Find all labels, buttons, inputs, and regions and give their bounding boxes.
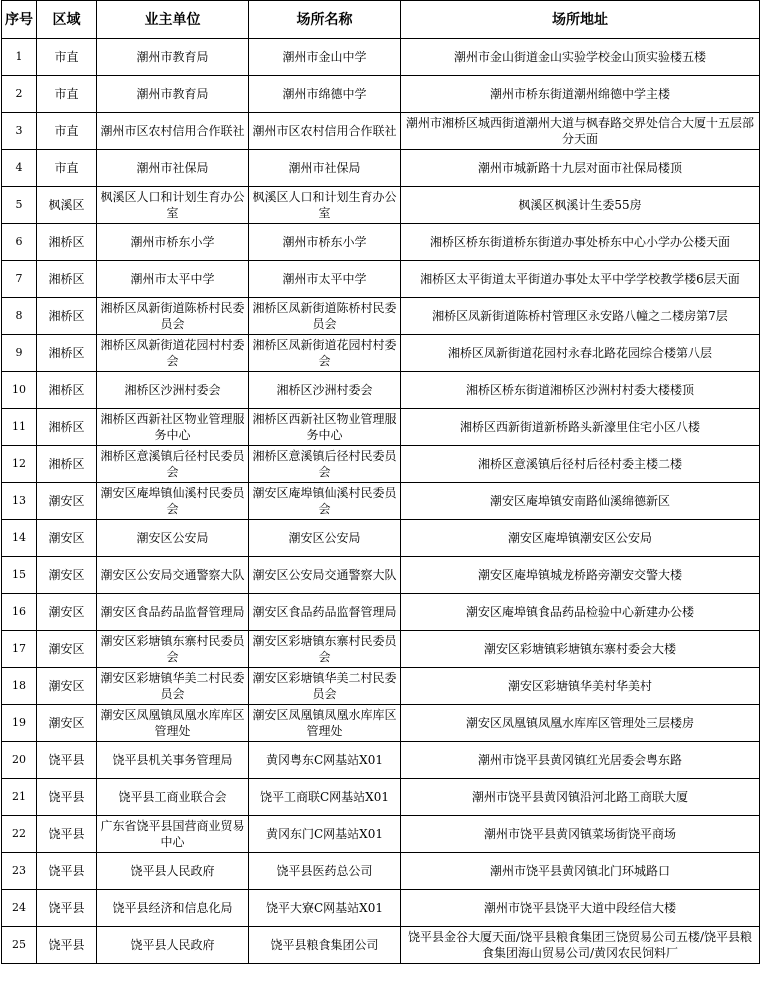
table-row — [2, 705, 760, 742]
cell-owner: 潮州市教育局 — [97, 76, 249, 113]
cell-site-address: 潮安区彩塘镇华美村华美村 — [401, 668, 760, 705]
cell-region: 潮安区 — [37, 520, 97, 557]
cell-seq: 20 — [2, 742, 37, 779]
cell-site-address: 潮州市金山街道金山实验学校金山顶实验楼五楼 — [401, 39, 760, 76]
cell-region: 湘桥区 — [37, 372, 97, 409]
cell-site-name: 潮安区食品药品监督管理局 — [249, 594, 401, 631]
cell-site-name: 饶平工商联C网基站X01 — [249, 779, 401, 816]
cell-owner: 潮安区庵埠镇仙溪村民委员会 — [97, 483, 249, 520]
cell-seq: 21 — [2, 779, 37, 816]
table-row — [2, 298, 760, 335]
cell-site-address: 潮州市湘桥区城西街道潮州大道与枫春路交界处信合大厦十五层部分天面 — [401, 113, 760, 150]
cell-site-name: 潮安区彩塘镇华美二村民委员会 — [249, 668, 401, 705]
table-row — [2, 76, 760, 113]
cell-seq: 17 — [2, 631, 37, 668]
cell-owner: 枫溪区人口和计划生育办公室 — [97, 187, 249, 224]
cell-site-address: 潮州市饶平县饶平大道中段经信大楼 — [401, 890, 760, 927]
cell-owner: 饶平县机关事务管理局 — [97, 742, 249, 779]
cell-seq: 18 — [2, 668, 37, 705]
cell-owner: 潮安区公安局交通警察大队 — [97, 557, 249, 594]
cell-region: 湘桥区 — [37, 298, 97, 335]
cell-owner: 湘桥区凤新街道陈桥村民委员会 — [97, 298, 249, 335]
cell-owner: 潮安区彩塘镇东寨村民委员会 — [97, 631, 249, 668]
cell-region: 湘桥区 — [37, 335, 97, 372]
cell-region: 饶平县 — [37, 927, 97, 964]
cell-site-address: 湘桥区凤新街道陈桥村管理区永安路八幢之二楼房第7层 — [401, 298, 760, 335]
cell-seq: 1 — [2, 39, 37, 76]
cell-site-address: 湘桥区意溪镇后径村后径村委主楼二楼 — [401, 446, 760, 483]
header-owner: 业主单位 — [97, 1, 249, 39]
cell-owner: 湘桥区沙洲村委会 — [97, 372, 249, 409]
table-row — [2, 520, 760, 557]
cell-owner: 潮州市区农村信用合作联社 — [97, 113, 249, 150]
cell-site-name: 湘桥区凤新街道花园村村委会 — [249, 335, 401, 372]
cell-region: 饶平县 — [37, 853, 97, 890]
cell-site-name: 潮安区凤凰镇凤凰水库库区管理处 — [249, 705, 401, 742]
cell-owner: 潮安区凤凰镇凤凰水库库区管理处 — [97, 705, 249, 742]
cell-owner: 饶平县人民政府 — [97, 853, 249, 890]
header-site-name: 场所名称 — [249, 1, 401, 39]
cell-site-name: 黄冈东门C网基站X01 — [249, 816, 401, 853]
table-row — [2, 927, 760, 964]
cell-site-address: 潮州市饶平县黄冈镇沿河北路工商联大厦 — [401, 779, 760, 816]
cell-site-address: 潮州市饶平县黄冈镇北门环城路口 — [401, 853, 760, 890]
cell-site-address: 湘桥区桥东街道湘桥区沙洲村村委大楼楼顶 — [401, 372, 760, 409]
cell-site-name: 潮安区公安局交通警察大队 — [249, 557, 401, 594]
cell-region: 市直 — [37, 76, 97, 113]
cell-region: 市直 — [37, 113, 97, 150]
cell-owner: 潮安区食品药品监督管理局 — [97, 594, 249, 631]
cell-owner: 湘桥区西新社区物业管理服务中心 — [97, 409, 249, 446]
site-table — [1, 0, 760, 964]
cell-site-address: 湘桥区西新街道新桥路头新濠里住宅小区八楼 — [401, 409, 760, 446]
cell-seq: 5 — [2, 187, 37, 224]
cell-owner: 潮安区公安局 — [97, 520, 249, 557]
cell-site-address: 饶平县金谷大厦天面/饶平县粮食集团三饶贸易公司五楼/饶平县粮食集团海山贸易公司/黄冈农民饲料厂 — [401, 927, 760, 964]
header-region: 区域 — [37, 1, 97, 39]
table-row — [2, 409, 760, 446]
cell-seq: 16 — [2, 594, 37, 631]
cell-owner: 饶平县工商业联合会 — [97, 779, 249, 816]
cell-site-name: 湘桥区西新社区物业管理服务中心 — [249, 409, 401, 446]
cell-seq: 25 — [2, 927, 37, 964]
cell-region: 潮安区 — [37, 594, 97, 631]
cell-region: 市直 — [37, 39, 97, 76]
cell-owner: 湘桥区凤新街道花园村村委会 — [97, 335, 249, 372]
cell-region: 潮安区 — [37, 483, 97, 520]
cell-seq: 8 — [2, 298, 37, 335]
cell-site-name: 枫溪区人口和计划生育办公室 — [249, 187, 401, 224]
cell-site-name: 潮安区公安局 — [249, 520, 401, 557]
table-row — [2, 261, 760, 298]
cell-seq: 23 — [2, 853, 37, 890]
cell-region: 饶平县 — [37, 890, 97, 927]
cell-region: 潮安区 — [37, 631, 97, 668]
cell-region: 饶平县 — [37, 816, 97, 853]
table-row — [2, 483, 760, 520]
table-row — [2, 631, 760, 668]
cell-site-address: 潮安区凤凰镇凤凰水库库区管理处三层楼房 — [401, 705, 760, 742]
cell-seq: 22 — [2, 816, 37, 853]
table-row — [2, 224, 760, 261]
cell-region: 饶平县 — [37, 742, 97, 779]
cell-site-address: 潮州市桥东街道潮州绵德中学主楼 — [401, 76, 760, 113]
table-row — [2, 816, 760, 853]
header-site-address: 场所地址 — [401, 1, 760, 39]
cell-site-address: 潮州市城新路十九层对面市社保局楼顶 — [401, 150, 760, 187]
cell-owner: 潮州市桥东小学 — [97, 224, 249, 261]
cell-seq: 3 — [2, 113, 37, 150]
cell-site-name: 潮州市桥东小学 — [249, 224, 401, 261]
cell-region: 湘桥区 — [37, 446, 97, 483]
cell-site-name: 潮州市社保局 — [249, 150, 401, 187]
cell-site-name: 潮州市太平中学 — [249, 261, 401, 298]
cell-owner: 潮安区彩塘镇华美二村民委员会 — [97, 668, 249, 705]
table-row — [2, 890, 760, 927]
cell-seq: 13 — [2, 483, 37, 520]
table-row — [2, 372, 760, 409]
cell-seq: 4 — [2, 150, 37, 187]
cell-seq: 19 — [2, 705, 37, 742]
cell-owner: 潮州市教育局 — [97, 39, 249, 76]
table-row — [2, 668, 760, 705]
cell-seq: 7 — [2, 261, 37, 298]
header-seq: 序号 — [2, 1, 37, 39]
cell-owner: 饶平县经济和信息化局 — [97, 890, 249, 927]
table-row — [2, 39, 760, 76]
cell-region: 潮安区 — [37, 668, 97, 705]
cell-seq: 11 — [2, 409, 37, 446]
cell-site-address: 潮安区庵埠镇潮安区公安局 — [401, 520, 760, 557]
cell-site-name: 湘桥区沙洲村委会 — [249, 372, 401, 409]
cell-site-address: 潮安区庵埠镇食品药品检验中心新建办公楼 — [401, 594, 760, 631]
cell-seq: 9 — [2, 335, 37, 372]
cell-region: 湘桥区 — [37, 409, 97, 446]
cell-seq: 24 — [2, 890, 37, 927]
cell-region: 湘桥区 — [37, 261, 97, 298]
cell-owner: 潮州市社保局 — [97, 150, 249, 187]
cell-region: 潮安区 — [37, 557, 97, 594]
cell-site-name: 潮州市金山中学 — [249, 39, 401, 76]
cell-site-name: 潮安区彩塘镇东寨村民委员会 — [249, 631, 401, 668]
table-row — [2, 853, 760, 890]
table-row — [2, 113, 760, 150]
table-row — [2, 446, 760, 483]
cell-region: 饶平县 — [37, 779, 97, 816]
cell-site-name: 饶平县医药总公司 — [249, 853, 401, 890]
cell-site-name: 潮州市绵德中学 — [249, 76, 401, 113]
cell-site-address: 枫溪区枫溪计生委55房 — [401, 187, 760, 224]
cell-seq: 2 — [2, 76, 37, 113]
cell-owner: 饶平县人民政府 — [97, 927, 249, 964]
cell-seq: 6 — [2, 224, 37, 261]
cell-site-address: 湘桥区太平街道太平街道办事处太平中学学校教学楼6层天面 — [401, 261, 760, 298]
cell-seq: 10 — [2, 372, 37, 409]
cell-region: 市直 — [37, 150, 97, 187]
table-row — [2, 557, 760, 594]
cell-seq: 14 — [2, 520, 37, 557]
cell-region: 枫溪区 — [37, 187, 97, 224]
table-row — [2, 150, 760, 187]
cell-site-name: 湘桥区凤新街道陈桥村民委员会 — [249, 298, 401, 335]
cell-seq: 15 — [2, 557, 37, 594]
cell-site-name: 黄冈粤东C网基站X01 — [249, 742, 401, 779]
table-row — [2, 742, 760, 779]
cell-site-address: 潮安区庵埠镇城龙桥路旁潮安交警大楼 — [401, 557, 760, 594]
cell-region: 湘桥区 — [37, 224, 97, 261]
table-header-row — [2, 1, 760, 39]
cell-site-address: 湘桥区桥东街道桥东街道办事处桥东中心小学办公楼天面 — [401, 224, 760, 261]
cell-site-address: 潮安区彩塘镇彩塘镇东寨村委会大楼 — [401, 631, 760, 668]
cell-site-name: 潮州市区农村信用合作联社 — [249, 113, 401, 150]
cell-site-address: 潮州市饶平县黄冈镇红光居委会粤东路 — [401, 742, 760, 779]
cell-owner: 广东省饶平县国营商业贸易中心 — [97, 816, 249, 853]
cell-owner: 湘桥区意溪镇后径村民委员会 — [97, 446, 249, 483]
table-row — [2, 335, 760, 372]
cell-site-name: 饶平大寮C网基站X01 — [249, 890, 401, 927]
cell-site-address: 湘桥区凤新街道花园村永春北路花园综合楼第八层 — [401, 335, 760, 372]
cell-site-address: 潮州市饶平县黄冈镇菜场街饶平商场 — [401, 816, 760, 853]
table-row — [2, 594, 760, 631]
cell-site-name: 潮安区庵埠镇仙溪村民委员会 — [249, 483, 401, 520]
cell-site-name: 湘桥区意溪镇后径村民委员会 — [249, 446, 401, 483]
cell-region: 潮安区 — [37, 705, 97, 742]
cell-owner: 潮州市太平中学 — [97, 261, 249, 298]
table-row — [2, 779, 760, 816]
cell-site-address: 潮安区庵埠镇安南路仙溪绵德新区 — [401, 483, 760, 520]
cell-seq: 12 — [2, 446, 37, 483]
table-row — [2, 187, 760, 224]
cell-site-name: 饶平县粮食集团公司 — [249, 927, 401, 964]
